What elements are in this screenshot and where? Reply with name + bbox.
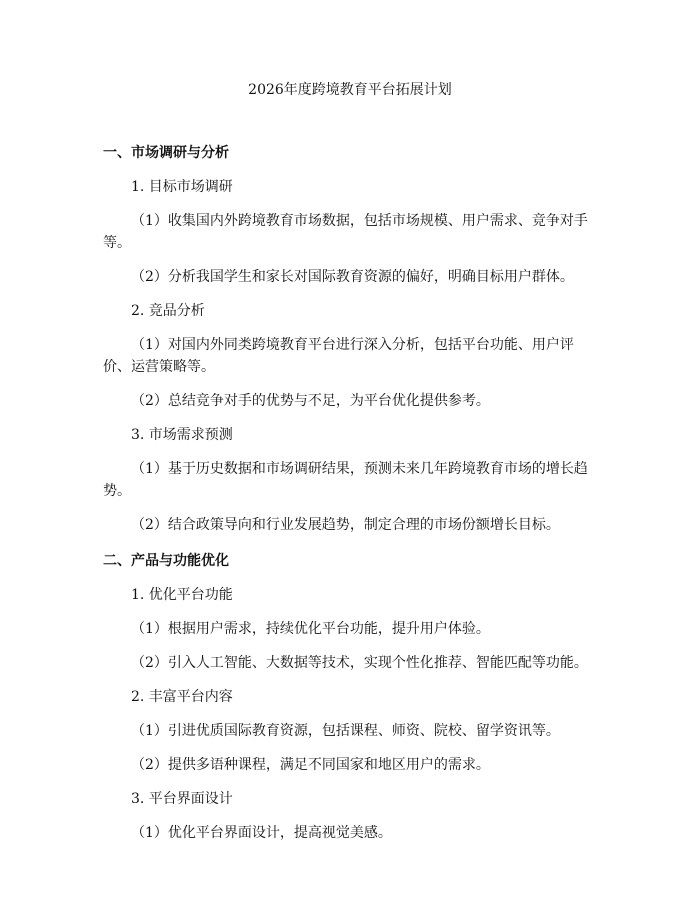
subsection-heading: 1. 目标市场调研 (131, 179, 233, 195)
section-heading-product-optimization: 二、产品与功能优化 (103, 553, 229, 569)
paragraph: （1）根据用户需求，持续优化平台功能，提升用户体验。 (131, 621, 490, 637)
paragraph: （2）引入人工智能、大数据等技术，实现个性化推荐、智能匹配等功能。 (131, 655, 588, 671)
paragraph: （2）提供多语种课程，满足不同国家和地区用户的需求。 (131, 757, 490, 773)
subsection-heading: 3. 平台界面设计 (131, 791, 233, 807)
subsection-heading: 3. 市场需求预测 (131, 427, 233, 443)
paragraph: （1）收集国内外跨境教育市场数据，包括市场规模、用户需求、竞争对手等。 (103, 213, 588, 251)
section-heading-market-research: 一、市场调研与分析 (103, 145, 229, 161)
paragraph: （2）分析我国学生和家长对国际教育资源的偏好，明确目标用户群体。 (131, 269, 574, 285)
paragraph: （1）引进优质国际教育资源，包括课程、师资、院校、留学资讯等。 (131, 723, 560, 739)
subsection-heading: 2. 竞品分析 (131, 303, 205, 319)
subsection-heading: 1. 优化平台功能 (131, 587, 233, 603)
paragraph: （1）对国内外同类跨境教育平台进行深入分析，包括平台功能、用户评价、运营策略等。 (103, 337, 574, 375)
document-body (103, 142, 593, 856)
paragraph: （2）总结竞争对手的优势与不足，为平台优化提供参考。 (131, 393, 490, 409)
document-title: 2026年度跨境教育平台拓展计划 (248, 82, 452, 98)
paragraph: （2）结合政策导向和行业发展趋势，制定合理的市场份额增长目标。 (131, 517, 560, 533)
paragraph: （1）基于历史数据和市场调研结果，预测未来几年跨境教育市场的增长趋势。 (103, 461, 588, 499)
paragraph: （1）优化平台界面设计，提高视觉美感。 (131, 825, 392, 841)
subsection-heading: 2. 丰富平台内容 (131, 689, 233, 705)
